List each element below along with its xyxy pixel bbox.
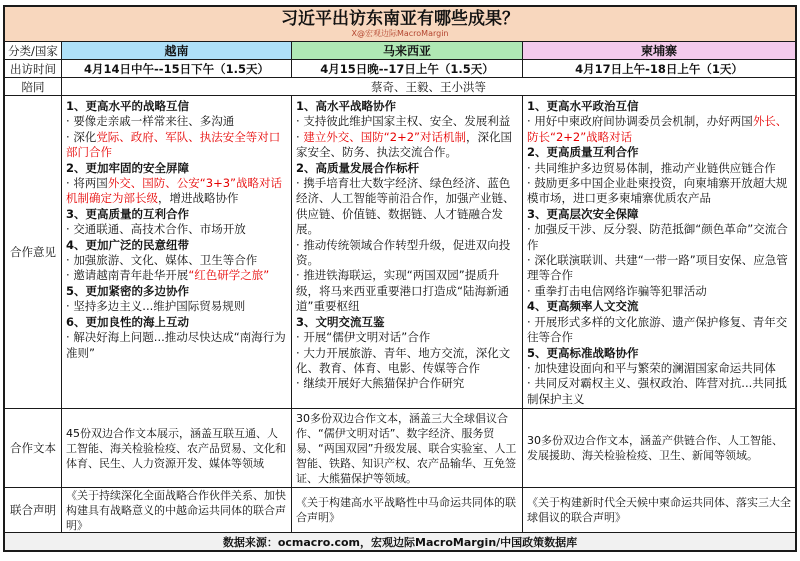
opinion-bullet: · 推进铁海联运，实现“两国双园”提质升级，将马来西亚重要港口打造成“陆海新通道”重要枢纽	[296, 268, 509, 314]
header-country-cambodia: 柬埔寨	[523, 42, 795, 60]
opinion-heading: 5、更加紧密的多边协作	[66, 283, 190, 298]
visit-time-malaysia: 4月15日晚--17日上午（1.5天）	[292, 60, 523, 78]
opinion-bullet: · 加强反干涉、反分裂、防范抵御“颜色革命”交流合作	[527, 222, 788, 252]
opinion-cell-vietnam	[62, 96, 292, 409]
documents-malaysia: 30多份双边合作文本，涵盖三大全球倡议合作、“儒伊文明对话”、数字经济、服务贸易、“两国双园”升级发展、联合实验室、人工智能、铁路、知识产权、农产品输华、互免签证、大熊猫保护等领域。	[292, 409, 523, 488]
opinion-bullet: · 交通联通、高技术合作、市场开放	[66, 222, 246, 237]
opinion-heading: 4、更高频率人文交流	[527, 299, 639, 314]
opinion-bullet: · 深化联演联训、共建“一带一路”项目安保、应急管理等合作	[527, 253, 788, 283]
opinion-heading: 4、更加广泛的民意纽带	[66, 237, 190, 252]
row-label-documents: 合作文本	[5, 409, 62, 488]
opinion-bullet: · 共同反对霸权主义、强权政治、阵营对抗...共同抵制保护主义	[527, 376, 787, 406]
row-label-statement: 联合声明	[5, 488, 62, 533]
opinion-bullet: · 鼓励更多中国企业赴柬投资，向柬埔寨开放超大规模市场，进口更多柬埔寨优质农产品	[527, 176, 788, 206]
statement-vietnam: 《关于持续深化全面战略合作伙伴关系、加快构建具有战略意义的中越命运共同体的联合声明》	[62, 488, 292, 533]
documents-cambodia: 30多份双边合作文本，涵盖产供链合作、人工智能、发展援助、海关检验检疫、卫生、新闻等领域。	[523, 409, 795, 488]
opinion-heading: 2、更高质量互利合作	[527, 145, 639, 160]
opinion-heading: 6、更加良性的海上互动	[66, 314, 190, 329]
opinion-heading: 1、高水平战略协作	[296, 99, 397, 113]
opinion-bullet: · 将两国外交、国防、公安“3+3”战略对话机制确定为部长级，增进战略协作	[66, 176, 282, 206]
opinion-bullet: · 建立外交、国防“2+2”对话机制，深化国家安全、防务、执法交流合作。	[296, 129, 512, 160]
opinion-bullet: · 重拳打击电信网络诈骗等犯罪活动	[527, 283, 707, 298]
opinion-bullet: · 加快建设面向和平与繁荣的澜湄国家命运共同体	[527, 360, 776, 375]
row-label-opinions: 合作意见	[5, 96, 62, 409]
data-source-footer: 数据来源：ocmacro.com，宏观边际MacroMargin/中国政策数据库	[5, 533, 795, 550]
row-label-accompany: 陪同	[5, 78, 62, 96]
opinion-bullet: · 用好中柬政府间协调委员会机制，办好两国外长、防长“2+2”战略对话	[527, 114, 788, 144]
opinion-heading: 3、文明交流互鉴	[296, 314, 385, 329]
opinion-bullet: · 加强旅游、文化、媒体、卫生等合作	[66, 253, 258, 268]
opinion-bullet: · 邀请越南青年赴华开展“红色研学之旅”	[66, 268, 270, 283]
statement-malaysia: 《关于构建高水平战略性中马命运共同体的联合声明》	[292, 488, 523, 533]
header-country-malaysia: 马来西亚	[292, 42, 523, 60]
opinion-bullet: · 开展形式多样的文化旅游、遗产保护修复、青年交往等合作	[527, 314, 788, 345]
opinion-bullet: · 携手培育壮大数字经济、绿色经济、蓝色经济、人工智能等前沿合作，加强产业链、供应链、价值链、数据链、人才链融合发展。	[296, 176, 515, 237]
opinion-bullet: · 解决好海上问题...推动尽快达成“南海行为准则”	[66, 330, 286, 360]
title-bar	[5, 7, 795, 42]
header-category-label: 分类/国家	[5, 42, 62, 60]
visit-time-cambodia: 4月17日上午-18日上午（1天）	[523, 60, 795, 78]
opinion-bullet: · 要像走亲戚一样常来往、多沟通	[66, 114, 235, 129]
opinion-cell-malaysia	[292, 96, 523, 409]
page-title: 习近平出访东南亚有哪些成果？	[281, 9, 519, 30]
statement-cambodia: 《关于构建新时代全天候中柬命运共同体、落实三大全球倡议的联合声明》	[523, 488, 795, 533]
opinion-bullet: · 大力开展旅游、青年、地方交流，深化文化、教育、体育、电影、传媒等合作	[296, 345, 511, 375]
opinion-bullet: · 开展“儒伊文明对话”合作	[296, 330, 431, 345]
opinion-heading: 2、更加牢固的安全屏障	[66, 160, 190, 175]
opinion-heading: 1、更高水平政治互信	[527, 99, 639, 113]
row-label-visit-time: 出访时间	[5, 60, 62, 78]
opinion-heading: 5、更高标准战略协作	[527, 345, 639, 360]
achievements-table	[3, 5, 797, 552]
opinion-cell-cambodia	[523, 96, 795, 409]
opinion-bullet: · 深化党际、政府、军队、执法安全等对口部门合作	[66, 129, 281, 160]
accompany-value: 蔡奇、王毅、王小洪等	[62, 78, 795, 96]
header-country-vietnam: 越南	[62, 42, 292, 60]
page-subtitle: X@宏观边际MacroMargin	[351, 28, 449, 38]
opinion-bullet: · 共同维护多边贸易体制，推动产业链供应链合作	[527, 160, 776, 175]
opinion-heading: 3、更高层次安全保障	[527, 206, 639, 221]
opinion-heading: 1、更高水平的战略互信	[66, 99, 190, 113]
documents-vietnam: 45份双边合作文本展示，涵盖互联互通、人工智能、海关检验检疫、农产品贸易、文化和体育、民生、人力资源开发、媒体等领域	[62, 409, 292, 488]
opinion-bullet: · 坚持多边主义...维护国际贸易规则	[66, 299, 246, 314]
opinion-heading: 2、高质量发展合作标杆	[296, 160, 420, 175]
opinion-heading: 3、更高质量的互利合作	[66, 206, 190, 221]
opinion-bullet: · 继续开展好大熊猫保护合作研究	[296, 376, 465, 391]
visit-time-vietnam: 4月14日中午--15日下午（1.5天）	[62, 60, 292, 78]
opinion-bullet: · 支持彼此维护国家主权、安全、发展利益	[296, 114, 511, 129]
opinion-bullet: · 推动传统领域合作转型升级，促进双向投资。	[296, 237, 511, 268]
